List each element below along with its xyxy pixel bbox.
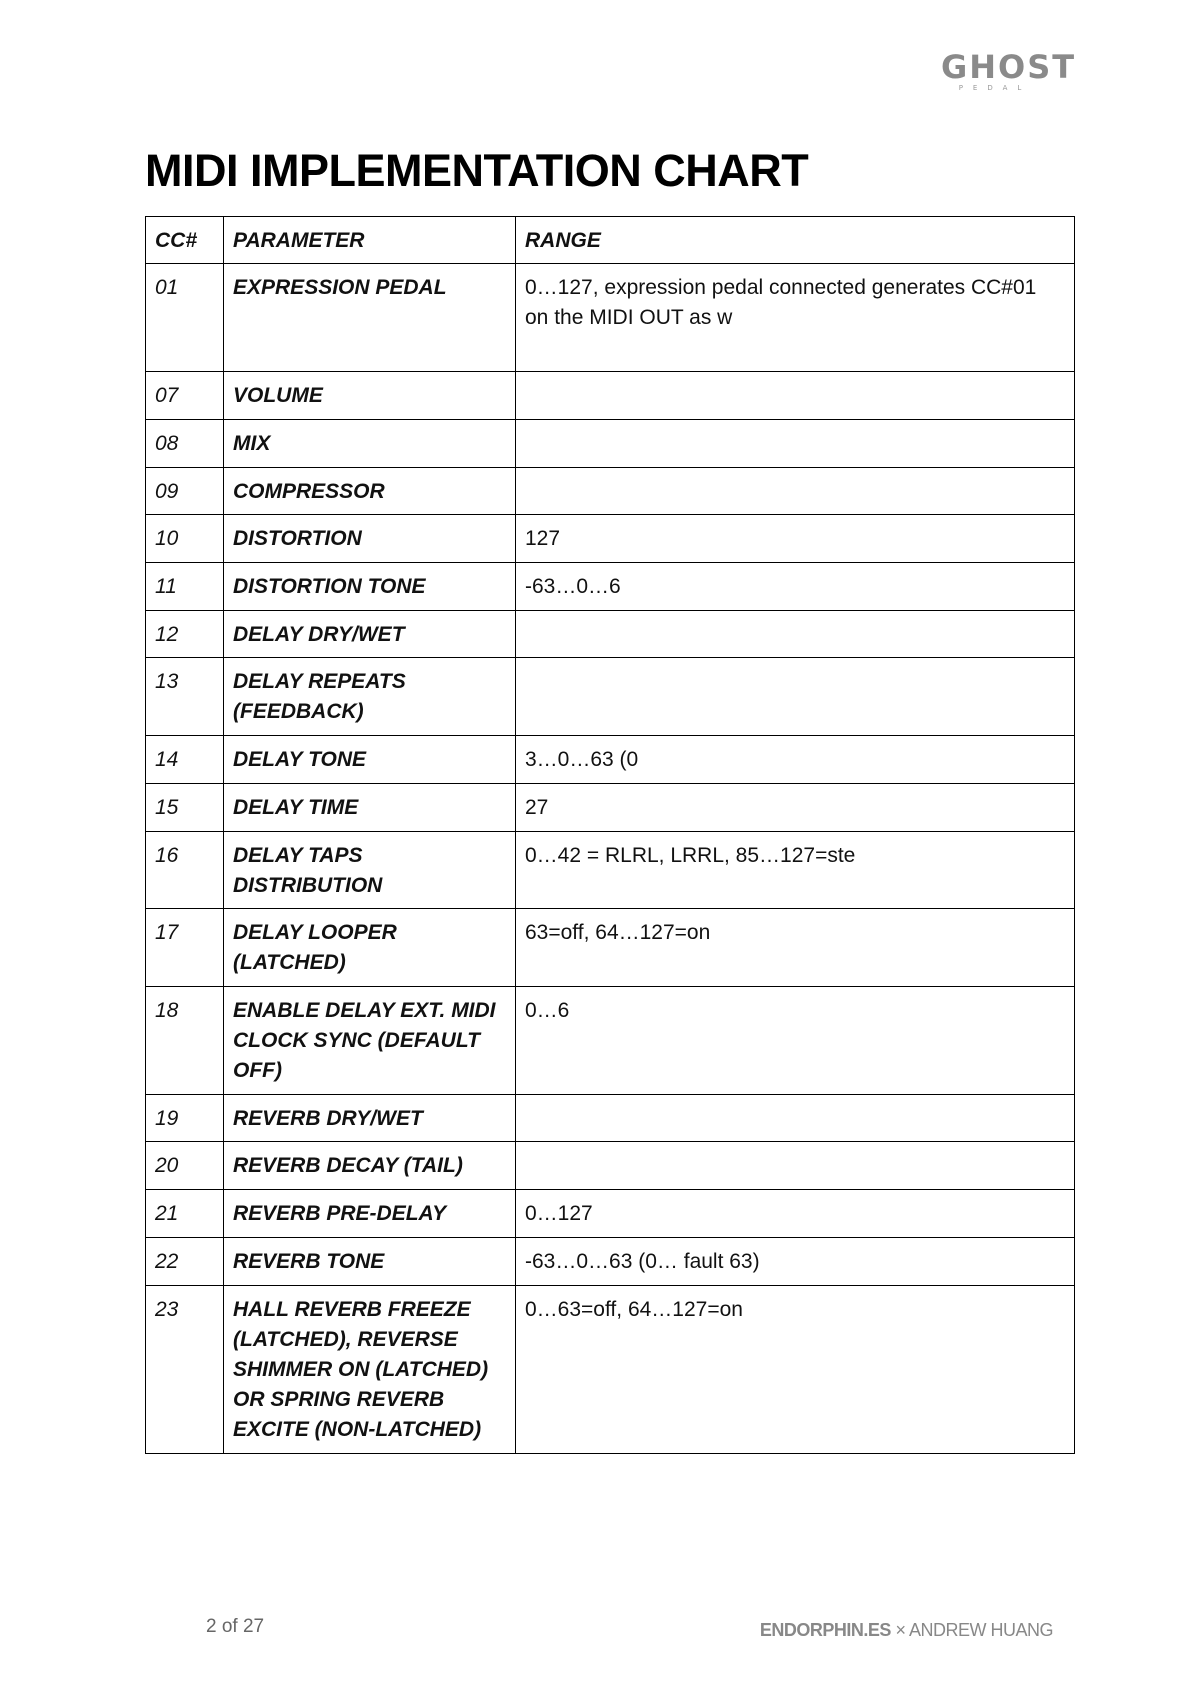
parameter-cell: DELAY REPEATS (FEEDBACK) (224, 658, 516, 736)
range-cell: 127 (516, 515, 1075, 563)
table-row (146, 909, 1075, 987)
cc-cell: 16 (146, 832, 224, 909)
footer-brand (760, 1620, 1053, 1641)
parameter-cell: DISTORTION (224, 515, 516, 563)
cc-cell: 23 (146, 1286, 224, 1454)
table-row (146, 736, 1075, 784)
range-cell (516, 468, 1075, 515)
table-row (146, 1142, 1075, 1190)
parameter-cell: DELAY TIME (224, 784, 516, 832)
parameter-cell: VOLUME (224, 372, 516, 420)
range-cell: -63…0…63 (0… fault 63) (516, 1238, 1075, 1286)
range-cell (516, 1095, 1075, 1142)
table-row (146, 1238, 1075, 1286)
range-cell: 63=off, 64…127=on (516, 909, 1075, 987)
range-cell: 0…127 (516, 1190, 1075, 1238)
page-number: 2 of 27 (206, 1616, 265, 1637)
cc-cell: 20 (146, 1142, 224, 1190)
parameter-cell: HALL REVERB FREEZE (LATCHED), REVERSE SHIMMER ON (LATCHED) OR SPRING REVERB EXCITE (NON-LATCHED) (224, 1286, 516, 1454)
parameter-cell: COMPRESSOR (224, 468, 516, 515)
cc-cell: 01 (146, 264, 224, 372)
parameter-cell: REVERB TONE (224, 1238, 516, 1286)
parameter-cell: DISTORTION TONE (224, 563, 516, 611)
range-cell: 0…6 (516, 987, 1075, 1095)
midi-implementation-table (145, 216, 1075, 1454)
parameter-cell: DELAY TONE (224, 736, 516, 784)
cc-cell: 12 (146, 611, 224, 658)
cc-cell: 17 (146, 909, 224, 987)
cc-cell: 14 (146, 736, 224, 784)
table-row (146, 1190, 1075, 1238)
parameter-cell: DELAY DRY/WET (224, 611, 516, 658)
brand-separator: × (895, 1620, 906, 1640)
page-title: MIDI IMPLEMENTATION CHART (145, 145, 809, 196)
range-cell: 0…127, expression pedal connected generates CC#01 on the MIDI OUT as w (516, 264, 1075, 372)
cc-cell: 13 (146, 658, 224, 736)
logo-main-text: GHOST (941, 48, 1077, 86)
range-cell (516, 420, 1075, 468)
table-row (146, 784, 1075, 832)
header-range: RANGE (516, 217, 1075, 264)
cc-cell: 19 (146, 1095, 224, 1142)
table-row (146, 1286, 1075, 1454)
cc-cell: 09 (146, 468, 224, 515)
table-row (146, 420, 1075, 468)
range-cell: 0…42 = RLRL, LRRL, 85…127=ste (516, 832, 1075, 909)
table-row (146, 468, 1075, 515)
table-row (146, 264, 1075, 372)
cc-cell: 07 (146, 372, 224, 420)
parameter-cell: ENABLE DELAY EXT. MIDI CLOCK SYNC (DEFAULT OFF) (224, 987, 516, 1095)
brand-andrew-huang: ANDREW HUANG (908, 1620, 1053, 1640)
range-cell: 27 (516, 784, 1075, 832)
header-cc: CC# (146, 217, 224, 264)
table-row (146, 611, 1075, 658)
ghost-pedal-logo (941, 48, 1077, 92)
logo-sub-text: PEDAL (958, 84, 1032, 92)
parameter-cell: REVERB DECAY (TAIL) (224, 1142, 516, 1190)
table-row (146, 832, 1075, 909)
range-cell (516, 1142, 1075, 1190)
cc-cell: 18 (146, 987, 224, 1095)
range-cell (516, 611, 1075, 658)
cc-cell: 15 (146, 784, 224, 832)
range-cell: -63…0…6 (516, 563, 1075, 611)
cc-cell: 11 (146, 563, 224, 611)
parameter-cell: DELAY TAPS DISTRIBUTION (224, 832, 516, 909)
range-cell (516, 372, 1075, 420)
range-cell: 0…63=off, 64…127=on (516, 1286, 1075, 1454)
table-row (146, 658, 1075, 736)
header-parameter: PARAMETER (224, 217, 516, 264)
table-header-row (146, 217, 1075, 264)
cc-cell: 10 (146, 515, 224, 563)
parameter-cell: DELAY LOOPER (LATCHED) (224, 909, 516, 987)
parameter-cell: EXPRESSION PEDAL (224, 264, 516, 372)
table-row (146, 372, 1075, 420)
parameter-cell: REVERB DRY/WET (224, 1095, 516, 1142)
range-cell (516, 658, 1075, 736)
table-row (146, 1095, 1075, 1142)
parameter-cell: MIX (224, 420, 516, 468)
cc-cell: 21 (146, 1190, 224, 1238)
range-cell: 3…0…63 (0 (516, 736, 1075, 784)
brand-endorphines: ENDORPHIN.ES (759, 1620, 891, 1640)
cc-cell: 22 (146, 1238, 224, 1286)
table-row (146, 987, 1075, 1095)
cc-cell: 08 (146, 420, 224, 468)
table-row (146, 515, 1075, 563)
parameter-cell: REVERB PRE-DELAY (224, 1190, 516, 1238)
table-row (146, 563, 1075, 611)
